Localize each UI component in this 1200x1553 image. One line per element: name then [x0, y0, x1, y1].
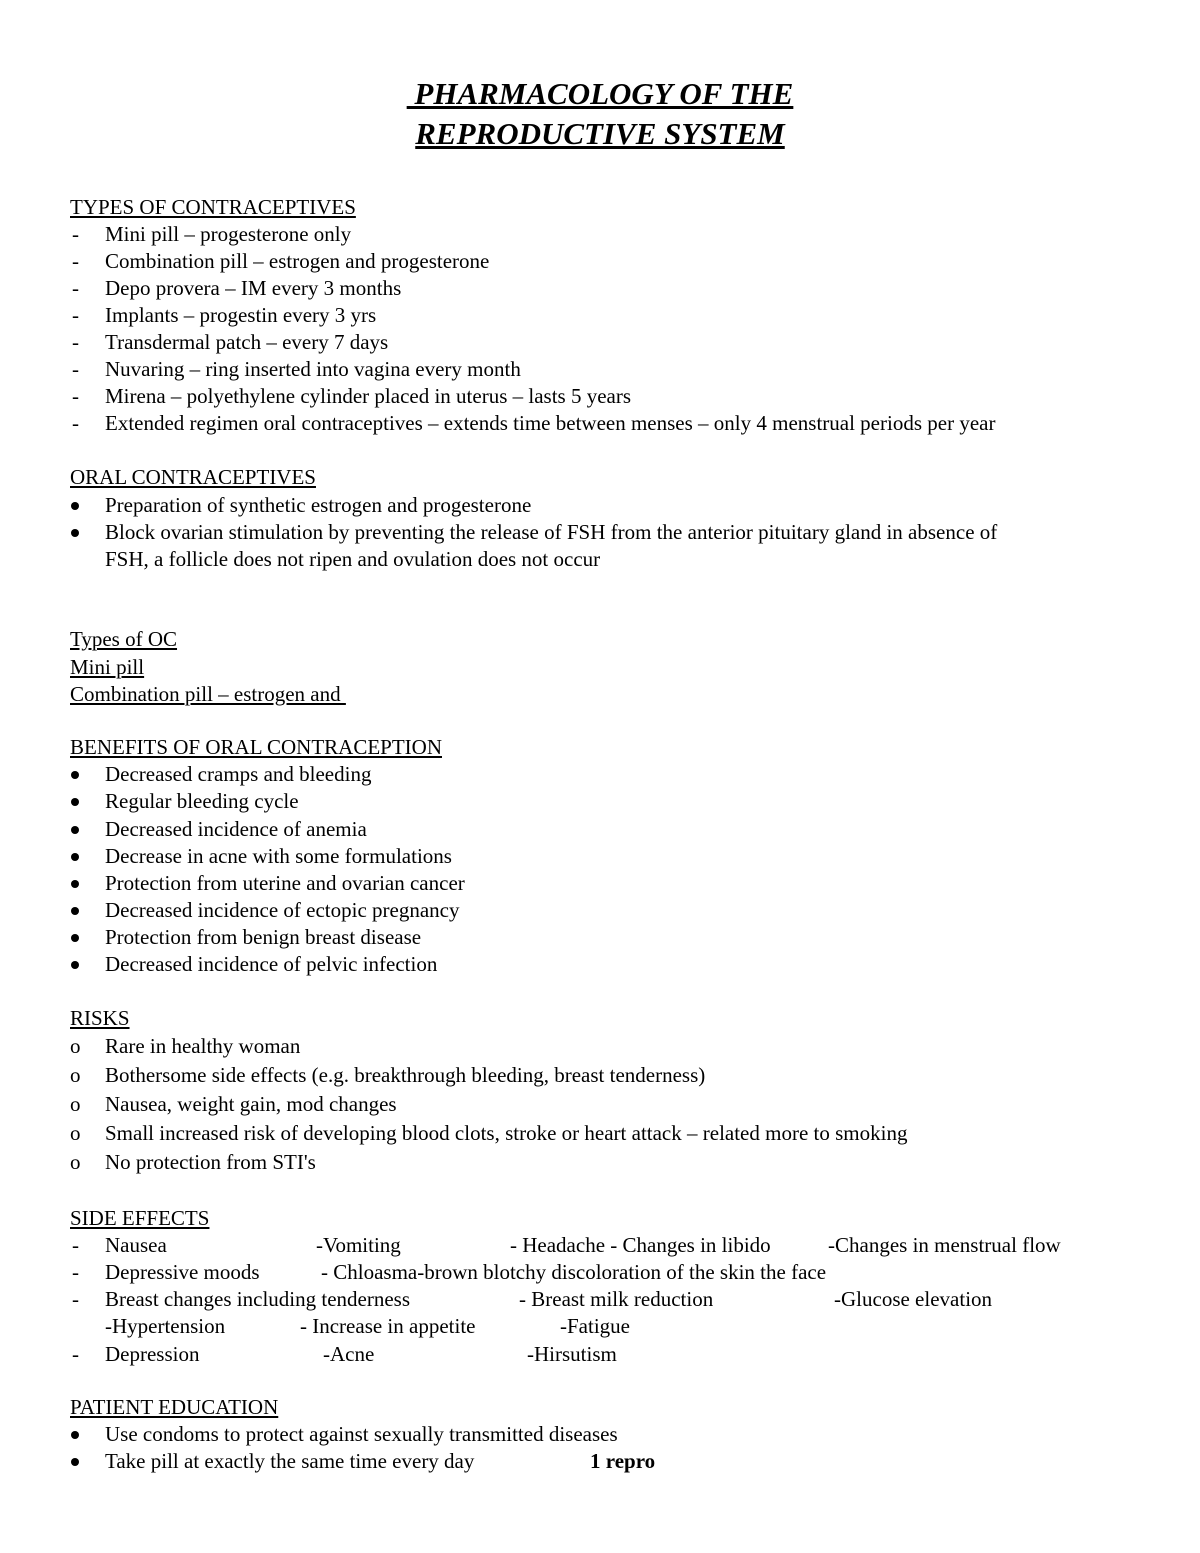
bullet-icon: [71, 961, 79, 969]
list-item-text: Rare in healthy woman: [105, 1034, 301, 1058]
side-effect-text: - Chloasma-brown blotchy discoloration of the skin the face: [321, 1260, 827, 1284]
list-item: [0, 1421, 1200, 1448]
list-item: [0, 1062, 1200, 1089]
side-effects-row: [0, 1313, 1200, 1340]
list-item-text: Mirena – polyethylene cylinder placed in uterus – lasts 5 years: [105, 384, 632, 408]
bullet-icon: [71, 1458, 79, 1466]
list-item: [0, 924, 1200, 951]
list-item-text: Decreased incidence of pelvic infection: [105, 952, 438, 976]
side-effect-text: -Fatigue: [560, 1314, 630, 1338]
list-item-text: Block ovarian stimulation by preventing the release of FSH from the anterior pituitary gland in absence of: [105, 520, 998, 544]
list-item: [0, 519, 1200, 546]
bullet-icon: [71, 502, 79, 510]
list-item: [0, 356, 1200, 383]
list-item-text: Nausea, weight gain, mod changes: [105, 1092, 397, 1116]
bullet-icon: [71, 798, 79, 806]
bullet-icon: [71, 880, 79, 888]
circle-marker: o: [70, 1150, 81, 1174]
dash-marker: -: [72, 1342, 79, 1366]
dash-marker: -: [72, 249, 79, 273]
title-line-2: REPRODUCTIVE SYSTEM: [415, 116, 785, 151]
section-heading-types-oc: Types of OC: [70, 627, 178, 651]
list-item-text: Combination pill – estrogen and progesterone: [105, 249, 490, 273]
circle-marker: o: [70, 1063, 81, 1087]
side-effect-text: Depression: [105, 1342, 200, 1366]
dash-marker: -: [72, 1287, 79, 1311]
list-item-text: Bothersome side effects (e.g. breakthrough bleeding, breast tenderness): [105, 1063, 706, 1087]
list-item: [0, 1120, 1200, 1147]
list-item-text: No protection from STI's: [105, 1150, 316, 1174]
section-heading-types: TYPES OF CONTRACEPTIVES: [70, 195, 356, 219]
types-oc-line-1: Mini pill: [70, 655, 145, 679]
list-item: [0, 761, 1200, 788]
list-item: [0, 870, 1200, 897]
dash-marker: -: [72, 303, 79, 327]
bullet-icon: [71, 771, 79, 779]
dash-marker: -: [72, 411, 79, 435]
list-item-text: Nuvaring – ring inserted into vagina every month: [105, 357, 521, 381]
list-item: [0, 410, 1200, 437]
list-item-text: Protection from uterine and ovarian cancer: [105, 871, 465, 895]
list-item: [0, 951, 1200, 978]
side-effect-text: - Breast milk reduction: [519, 1287, 714, 1311]
side-effect-text: Breast changes including tenderness: [105, 1287, 410, 1311]
list-item-text: Implants – progestin every 3 yrs: [105, 303, 377, 327]
bullet-icon: [71, 826, 79, 834]
dash-marker: -: [72, 222, 79, 246]
list-item-text: Mini pill – progesterone only: [105, 222, 352, 246]
side-effect-text: -Vomiting: [316, 1233, 401, 1257]
side-effect-text: -Hypertension: [105, 1314, 226, 1338]
list-item: [0, 275, 1200, 302]
list-item: [0, 1033, 1200, 1060]
list-item: [0, 221, 1200, 248]
side-effects-row: [0, 1232, 1200, 1259]
bullet-icon: [71, 1431, 79, 1439]
title-line-1: PHARMACOLOGY OF THE: [406, 76, 794, 111]
side-effects-row: [0, 1341, 1200, 1368]
list-item-text: Decreased cramps and bleeding: [105, 762, 372, 786]
list-item-continuation: FSH, a follicle does not ripen and ovulation does not occur: [105, 547, 601, 571]
list-item-text: Regular bleeding cycle: [105, 789, 299, 813]
list-item: [0, 843, 1200, 870]
bullet-icon: [71, 907, 79, 915]
circle-marker: o: [70, 1121, 81, 1145]
dash-marker: -: [72, 1233, 79, 1257]
dash-marker: -: [72, 384, 79, 408]
side-effect-text: - Increase in appetite: [300, 1314, 476, 1338]
side-effect-text: -Glucose elevation: [834, 1287, 993, 1311]
dash-marker: -: [72, 1260, 79, 1284]
page-mark: 1 repro: [590, 1449, 656, 1473]
list-item: [0, 897, 1200, 924]
list-item: [0, 816, 1200, 843]
section-heading-benefits: BENEFITS OF ORAL CONTRACEPTION: [70, 735, 442, 759]
list-item: [0, 1149, 1200, 1176]
list-item-text: Preparation of synthetic estrogen and progesterone: [105, 493, 532, 517]
bullet-icon: [71, 853, 79, 861]
list-item-text: Use condoms to protect against sexually transmitted diseases: [105, 1422, 618, 1446]
side-effects-row: [0, 1259, 1200, 1286]
list-item-text: Decreased incidence of anemia: [105, 817, 367, 841]
list-item: [0, 329, 1200, 356]
list-item: [0, 248, 1200, 275]
section-heading-oral: ORAL CONTRACEPTIVES: [70, 465, 316, 489]
list-item: [0, 492, 1200, 519]
list-item-text: Protection from benign breast disease: [105, 925, 422, 949]
dash-marker: -: [72, 276, 79, 300]
side-effect-text: Depressive moods: [105, 1260, 260, 1284]
section-heading-side-effects: SIDE EFFECTS: [70, 1206, 210, 1230]
list-item-text: Extended regimen oral contraceptives – extends time between menses – only 4 menstrual periods per year: [105, 411, 996, 435]
list-item-text: Take pill at exactly the same time every day: [105, 1449, 475, 1473]
circle-marker: o: [70, 1092, 81, 1116]
bullet-icon: [71, 529, 79, 537]
side-effect-text: - Headache - Changes in libido: [510, 1233, 771, 1257]
list-item-text: Decreased incidence of ectopic pregnancy: [105, 898, 460, 922]
side-effect-text: Nausea: [105, 1233, 167, 1257]
list-item-text: Decrease in acne with some formulations: [105, 844, 452, 868]
circle-marker: o: [70, 1034, 81, 1058]
side-effects-row: [0, 1286, 1200, 1313]
list-item: [0, 1448, 1200, 1475]
types-oc-line-2: Combination pill – estrogen and: [70, 682, 346, 706]
section-heading-risks: RISKS: [70, 1006, 130, 1030]
side-effect-text: -Changes in menstrual flow: [828, 1233, 1061, 1257]
list-item: [0, 788, 1200, 815]
section-heading-patient-education: PATIENT EDUCATION: [70, 1395, 279, 1419]
list-item: [0, 383, 1200, 410]
side-effect-text: -Acne: [323, 1342, 375, 1366]
bullet-icon: [71, 934, 79, 942]
dash-marker: -: [72, 357, 79, 381]
side-effect-text: -Hirsutism: [527, 1342, 617, 1366]
list-item: [0, 1091, 1200, 1118]
dash-marker: -: [72, 330, 79, 354]
list-item-text: Transdermal patch – every 7 days: [105, 330, 389, 354]
list-item-text: Small increased risk of developing blood clots, stroke or heart attack – related more to smoking: [105, 1121, 908, 1145]
list-item: [0, 302, 1200, 329]
list-item-text: Depo provera – IM every 3 months: [105, 276, 402, 300]
